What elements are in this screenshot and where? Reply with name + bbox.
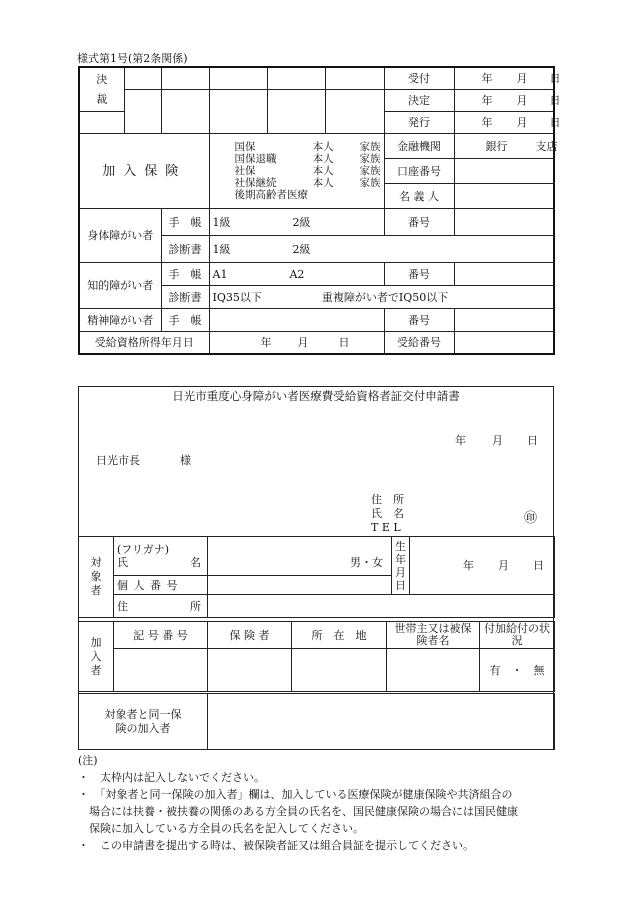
applicant-name-label: 氏 名 xyxy=(371,507,404,520)
same-insurance-field[interactable] xyxy=(208,694,555,750)
notes-heading: (注) xyxy=(78,754,98,767)
approval-box[interactable] xyxy=(325,90,384,134)
bank-field[interactable]: 銀行 支店 xyxy=(454,134,554,159)
number-label: 番号 xyxy=(384,209,454,236)
enrollee-label: 加入者 xyxy=(79,622,114,692)
birth-label: 生年月日 xyxy=(392,537,410,595)
techo-label: 手 帳 xyxy=(161,209,209,236)
physical-diagnosis-grade[interactable]: 1級 2級 xyxy=(209,236,554,263)
insurance-label: 加入保険 xyxy=(79,134,209,209)
same-insurance-table xyxy=(78,693,555,750)
approval-box[interactable] xyxy=(267,90,325,134)
subject-address-label: 住 所 xyxy=(114,595,208,618)
applicant-block xyxy=(371,493,404,535)
applicant-address-label: 住 所 xyxy=(371,493,404,506)
intellectual-diagnosis-iq[interactable]: IQ35以下 重複障がい者でIQ50以下 xyxy=(209,286,554,309)
mental-number-field[interactable] xyxy=(454,309,554,332)
decided-label: 決定 xyxy=(384,90,454,112)
office-use-table xyxy=(78,66,561,355)
diagnosis-label: 診断書 xyxy=(161,236,209,263)
approval-box[interactable] xyxy=(209,90,267,134)
insurer-field[interactable] xyxy=(208,649,292,692)
number-label: 番号 xyxy=(384,263,454,286)
note-line: ・ 太枠内は記入しないでください。 xyxy=(78,771,265,784)
subject-name-field[interactable] xyxy=(208,537,392,576)
note-line: 場合には扶養・被扶養の関係のある方全員の氏名を、国民健康保険の場合には国民健康 xyxy=(78,805,518,818)
application-date[interactable]: 年 月 日 xyxy=(455,434,538,447)
approval-box[interactable] xyxy=(267,67,325,90)
note-line: ・ この申請書を提出する時は、被保険者証又は組合員証を提示してください。 xyxy=(78,839,474,852)
account-holder-label: 名 義 人 xyxy=(384,184,454,209)
householder-field[interactable] xyxy=(387,649,480,692)
approval-box[interactable] xyxy=(124,90,161,134)
addressee: 日光市長 様 xyxy=(96,454,191,467)
form-title: 日光市重度心身障がい者医療費受給資格者証交付申請書 xyxy=(172,389,460,403)
form-number-label: 様式第1号(第2条関係) xyxy=(77,52,188,65)
birth-date-field[interactable]: 年 月 日 xyxy=(410,537,555,595)
intellectual-number-field[interactable] xyxy=(454,263,554,286)
approval-box[interactable] xyxy=(325,67,384,90)
seal-mark: ㊞ xyxy=(524,511,538,526)
mental-techo-field[interactable] xyxy=(209,309,384,332)
account-number-label: 口座番号 xyxy=(384,159,454,184)
received-date[interactable]: 年 月 日 xyxy=(454,67,554,90)
note-line: ・ 「対象者と同一保険の加入者」欄は、加入している医療保険が健康保険や共済組合の xyxy=(78,788,513,801)
notes xyxy=(78,752,518,854)
subject-address-field[interactable] xyxy=(208,595,555,618)
number-label: 番号 xyxy=(384,309,454,332)
acquired-date-field[interactable]: 年 月 日 xyxy=(209,332,384,355)
insurer-label: 保 険 者 xyxy=(208,622,292,649)
approval-box[interactable] xyxy=(209,67,267,90)
physical-disability-label: 身体障がい者 xyxy=(79,209,161,263)
approval-label: 決 裁 xyxy=(79,67,124,112)
intellectual-techo-grade[interactable]: A1 A2 xyxy=(209,263,384,286)
subject-label: 対象者 xyxy=(79,537,114,618)
personal-number-label: 個 人 番 号 xyxy=(114,576,208,595)
furigana-name-label: (フリガナ) 氏 名 xyxy=(114,537,208,576)
benefit-yes-no[interactable]: 有 ・ 無 xyxy=(480,649,555,692)
account-number-field[interactable] xyxy=(454,159,554,184)
techo-label: 手 帳 xyxy=(161,263,209,286)
issued-date[interactable]: 年 月 日 xyxy=(454,112,554,134)
additional-benefit-label: 付加給付の状況 xyxy=(480,622,555,649)
acquired-date-label: 受給資格所得年月日 xyxy=(79,332,209,355)
mental-disability-label: 精神障がい者 xyxy=(79,309,161,332)
bank-label: 金融機関 xyxy=(384,134,454,159)
recipient-number-field[interactable] xyxy=(454,332,554,355)
location-field[interactable] xyxy=(292,649,387,692)
application-form xyxy=(78,386,554,750)
subject-table xyxy=(78,536,555,618)
approval-box[interactable] xyxy=(124,67,161,90)
account-holder-field[interactable] xyxy=(454,184,554,209)
insurance-types[interactable]: 国保 本人 家族 国保退職 本人 家族 社保 本人 家族 社保継続 本人 家族 後期高齢者医療 xyxy=(209,134,384,209)
note-line: 保険に加入している方全員の氏名を記入してください。 xyxy=(78,822,364,835)
enrollee-table xyxy=(78,621,555,692)
diagnosis-label: 診断書 xyxy=(161,286,209,309)
applicant-tel-label: T E L xyxy=(371,521,401,534)
approval-box[interactable] xyxy=(161,90,209,134)
decided-date[interactable]: 年 月 日 xyxy=(454,90,554,112)
physical-techo-grade[interactable]: 1級 2級 xyxy=(209,209,384,236)
householder-label: 世帯主又は被保険者名 xyxy=(387,622,480,649)
approval-box[interactable] xyxy=(161,67,209,90)
approval-box[interactable] xyxy=(79,112,124,134)
received-label: 受付 xyxy=(384,67,454,90)
physical-number-field[interactable] xyxy=(454,209,554,236)
location-label: 所 在 地 xyxy=(292,622,387,649)
recipient-number-label: 受給番号 xyxy=(384,332,454,355)
symbol-number-field[interactable] xyxy=(114,649,208,692)
personal-number-field[interactable] xyxy=(208,576,392,595)
gender-choice[interactable]: 男・女 xyxy=(350,556,383,569)
symbol-number-label: 記 号 番 号 xyxy=(114,622,208,649)
techo-label: 手 帳 xyxy=(161,309,209,332)
issued-label: 発行 xyxy=(384,112,454,134)
same-insurance-label: 対象者と同一保険の加入者 xyxy=(79,694,208,750)
intellectual-disability-label: 知的障がい者 xyxy=(79,263,161,309)
